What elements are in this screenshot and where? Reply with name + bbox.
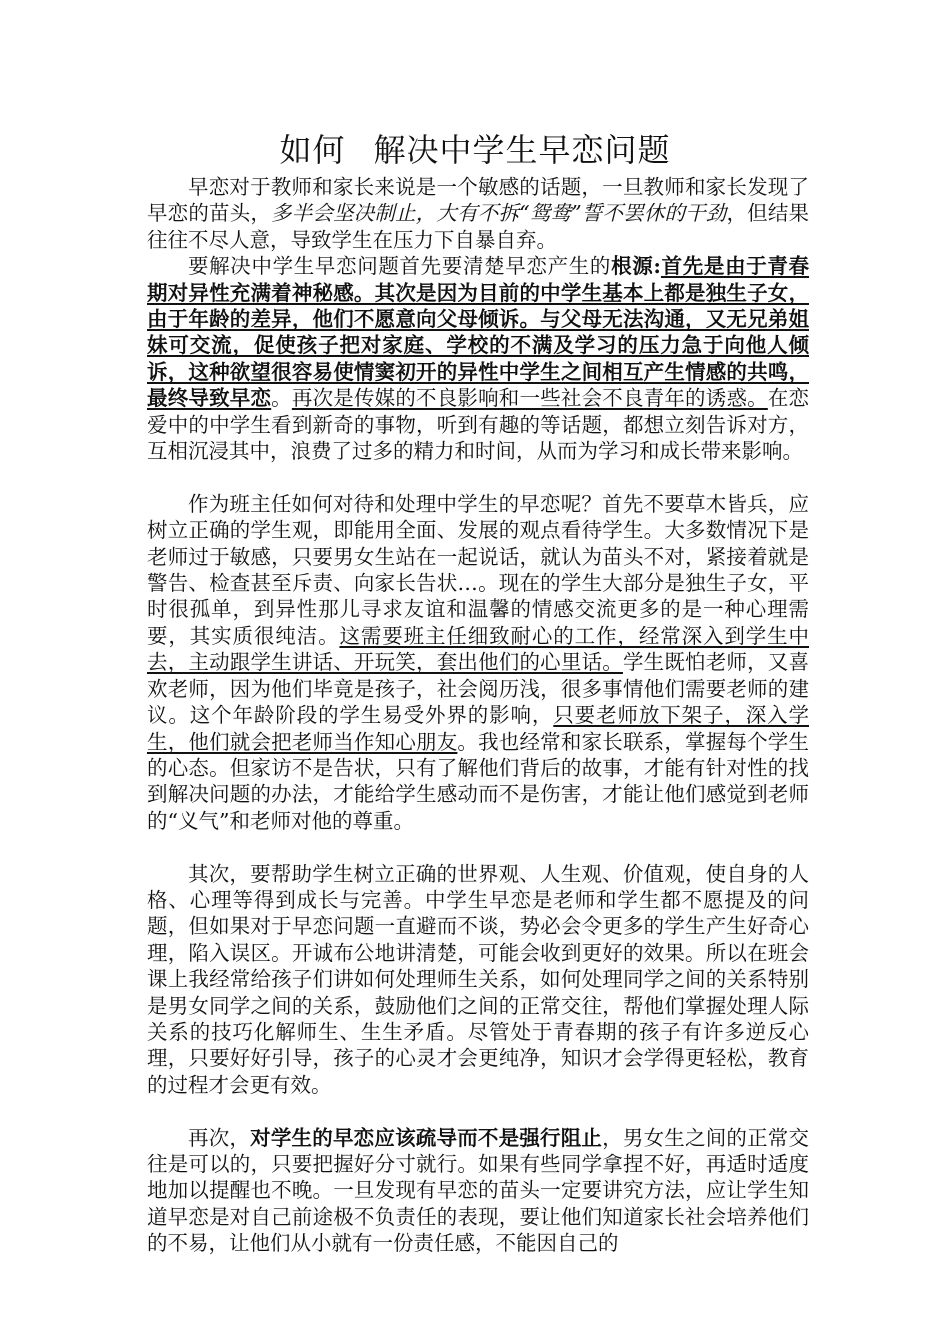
p1-text-a: 早恋对于教师和家长来说是一个敏感的话题，一旦教师和家长发现了早恋的苗头，	[147, 175, 809, 226]
document-body	[147, 174, 809, 1257]
p3-text-a: 作为班主任如何对待和处理中学生的早恋呢？首先不要草木皆兵，应树立正确的学生观，即能用全面、发展的观点看待学生。大多数情况下是老师过于敏感，只要男女生站在一起说话，就认为苗头不对，紧接着就是警告、检查甚至斥责、向家长告状…。现在的学生大部分是独生子女，平时很孤单，到异性那儿寻求友谊和温馨的情感交流更多的是一种心理需要，其实质很纯洁。	[147, 491, 809, 648]
title-part-2: 解决中学生早恋问题	[373, 131, 671, 169]
paragraph-4: 其次，要帮助学生树立正确的世界观、人生观、价值观，使自身的人格、心理等得到成长与完善。中学生早恋是老师和学生都不愿提及的问题，但如果对于早恋问题一直避而不谈，势必会令更多的学生产生好奇心理，陷入误区。开诚布公地讲清楚，可能会收到更好的效果。所以在班会课上我经常给孩子们讲如何处理师生关系，如何处理同学之间的关系特别是男女同学之间的关系，鼓励他们之间的正常交往，帮他们掌握处理人际关系的技巧化解师生、生生矛盾。尽管处于青春期的孩子有许多逆反心理，只要好好引导，孩子的心灵才会更纯净，知识才会学得更轻松，教育的过程才会更有效。	[147, 861, 809, 1097]
p3-underlined-2: 只要老师放下架子，深入学生，他们就会把老师当作知心朋友	[147, 703, 810, 754]
p3-text-c: 。我也经常和家长联系，掌握每个学生的心态。但家访不是告状，只有了解他们背后的故事，才能有针对性的找到解决问题的办法，才能给学生感动而不是伤害，才能让他们感觉到老师的“义气”和老师对他的尊重。	[147, 729, 810, 833]
p5-text-b: ，男女生之间的正常交往是可以的，只要把握好分寸就行。如果有些同学拿捏不好，再适时适度地加以提醒也不晚。一旦发现有早恋的苗头一定要讲究方法，应让学生知道早恋是对自己前途极不负责任的表现，要让他们知道家长社会培养他们的不易，让他们从小就有一份责任感，不能因自己的	[147, 1125, 810, 1256]
document-title	[0, 128, 950, 172]
title-part-1: 如何	[279, 131, 346, 169]
paragraph-3	[147, 491, 809, 834]
p5-bold-text: 对学生的早恋应该疏导而不是强行阻止	[250, 1125, 603, 1150]
p2-text-a: 要解决中学生早恋问题首先要清楚早恋产生的	[188, 254, 612, 279]
p2-text-b: 在恋爱中的中学生看到新奇的事物，听到有趣的等话题，都想立刻告诉对方，互相沉浸其中，浪费了过多的精力和时间，从而为学习和成长带来影响。	[147, 386, 810, 464]
paragraph-5	[147, 1125, 809, 1257]
paragraph-2	[147, 253, 809, 464]
p2-bold-root: 根源	[611, 254, 654, 279]
paragraph-1	[147, 174, 809, 253]
p1-italic-text: 多半会坚决制止，大有不拆“鸳鸯”誓不罢休的干劲	[271, 201, 727, 226]
p5-text-a: 再次，	[188, 1125, 251, 1150]
p3-underlined-1: 这需要班主任细致耐心的工作，经常深入到学生中去，主动跟学生讲话、开玩笑，套出他们的心里话。	[147, 623, 810, 675]
p2-colon: :	[653, 254, 661, 279]
p3-text-b: 学生既怕老师，又喜欢老师，因为他们毕竟是孩子，社会阅历浅，很多事情他们需要老师的建议。这个年龄阶段的学生易受外界的影响，	[147, 650, 810, 728]
p2-underlined: 再次是传媒的不良影响和一些社会不良青年的诱惑。	[291, 386, 768, 411]
p2-period: 。	[271, 386, 292, 411]
p1-text-b: ，但结果往往不尽人意，导致学生在压力下自暴自弃。	[147, 201, 810, 252]
p2-bold-underlined: 首先是由于青春期对异性充满着神秘感。其次是因为目前的中学生基本上都是独生子女，由于年龄的差异，他们不愿意向父母倾诉。与父母无法沟通，又无兄弟姐妹可交流，促使孩子把对家庭、学校的不满及学习的压力急于向他人倾诉，这种欲望很容易使情窦初开的异性中学生之间相互产生情感的共鸣，最终导致早恋	[147, 254, 810, 411]
